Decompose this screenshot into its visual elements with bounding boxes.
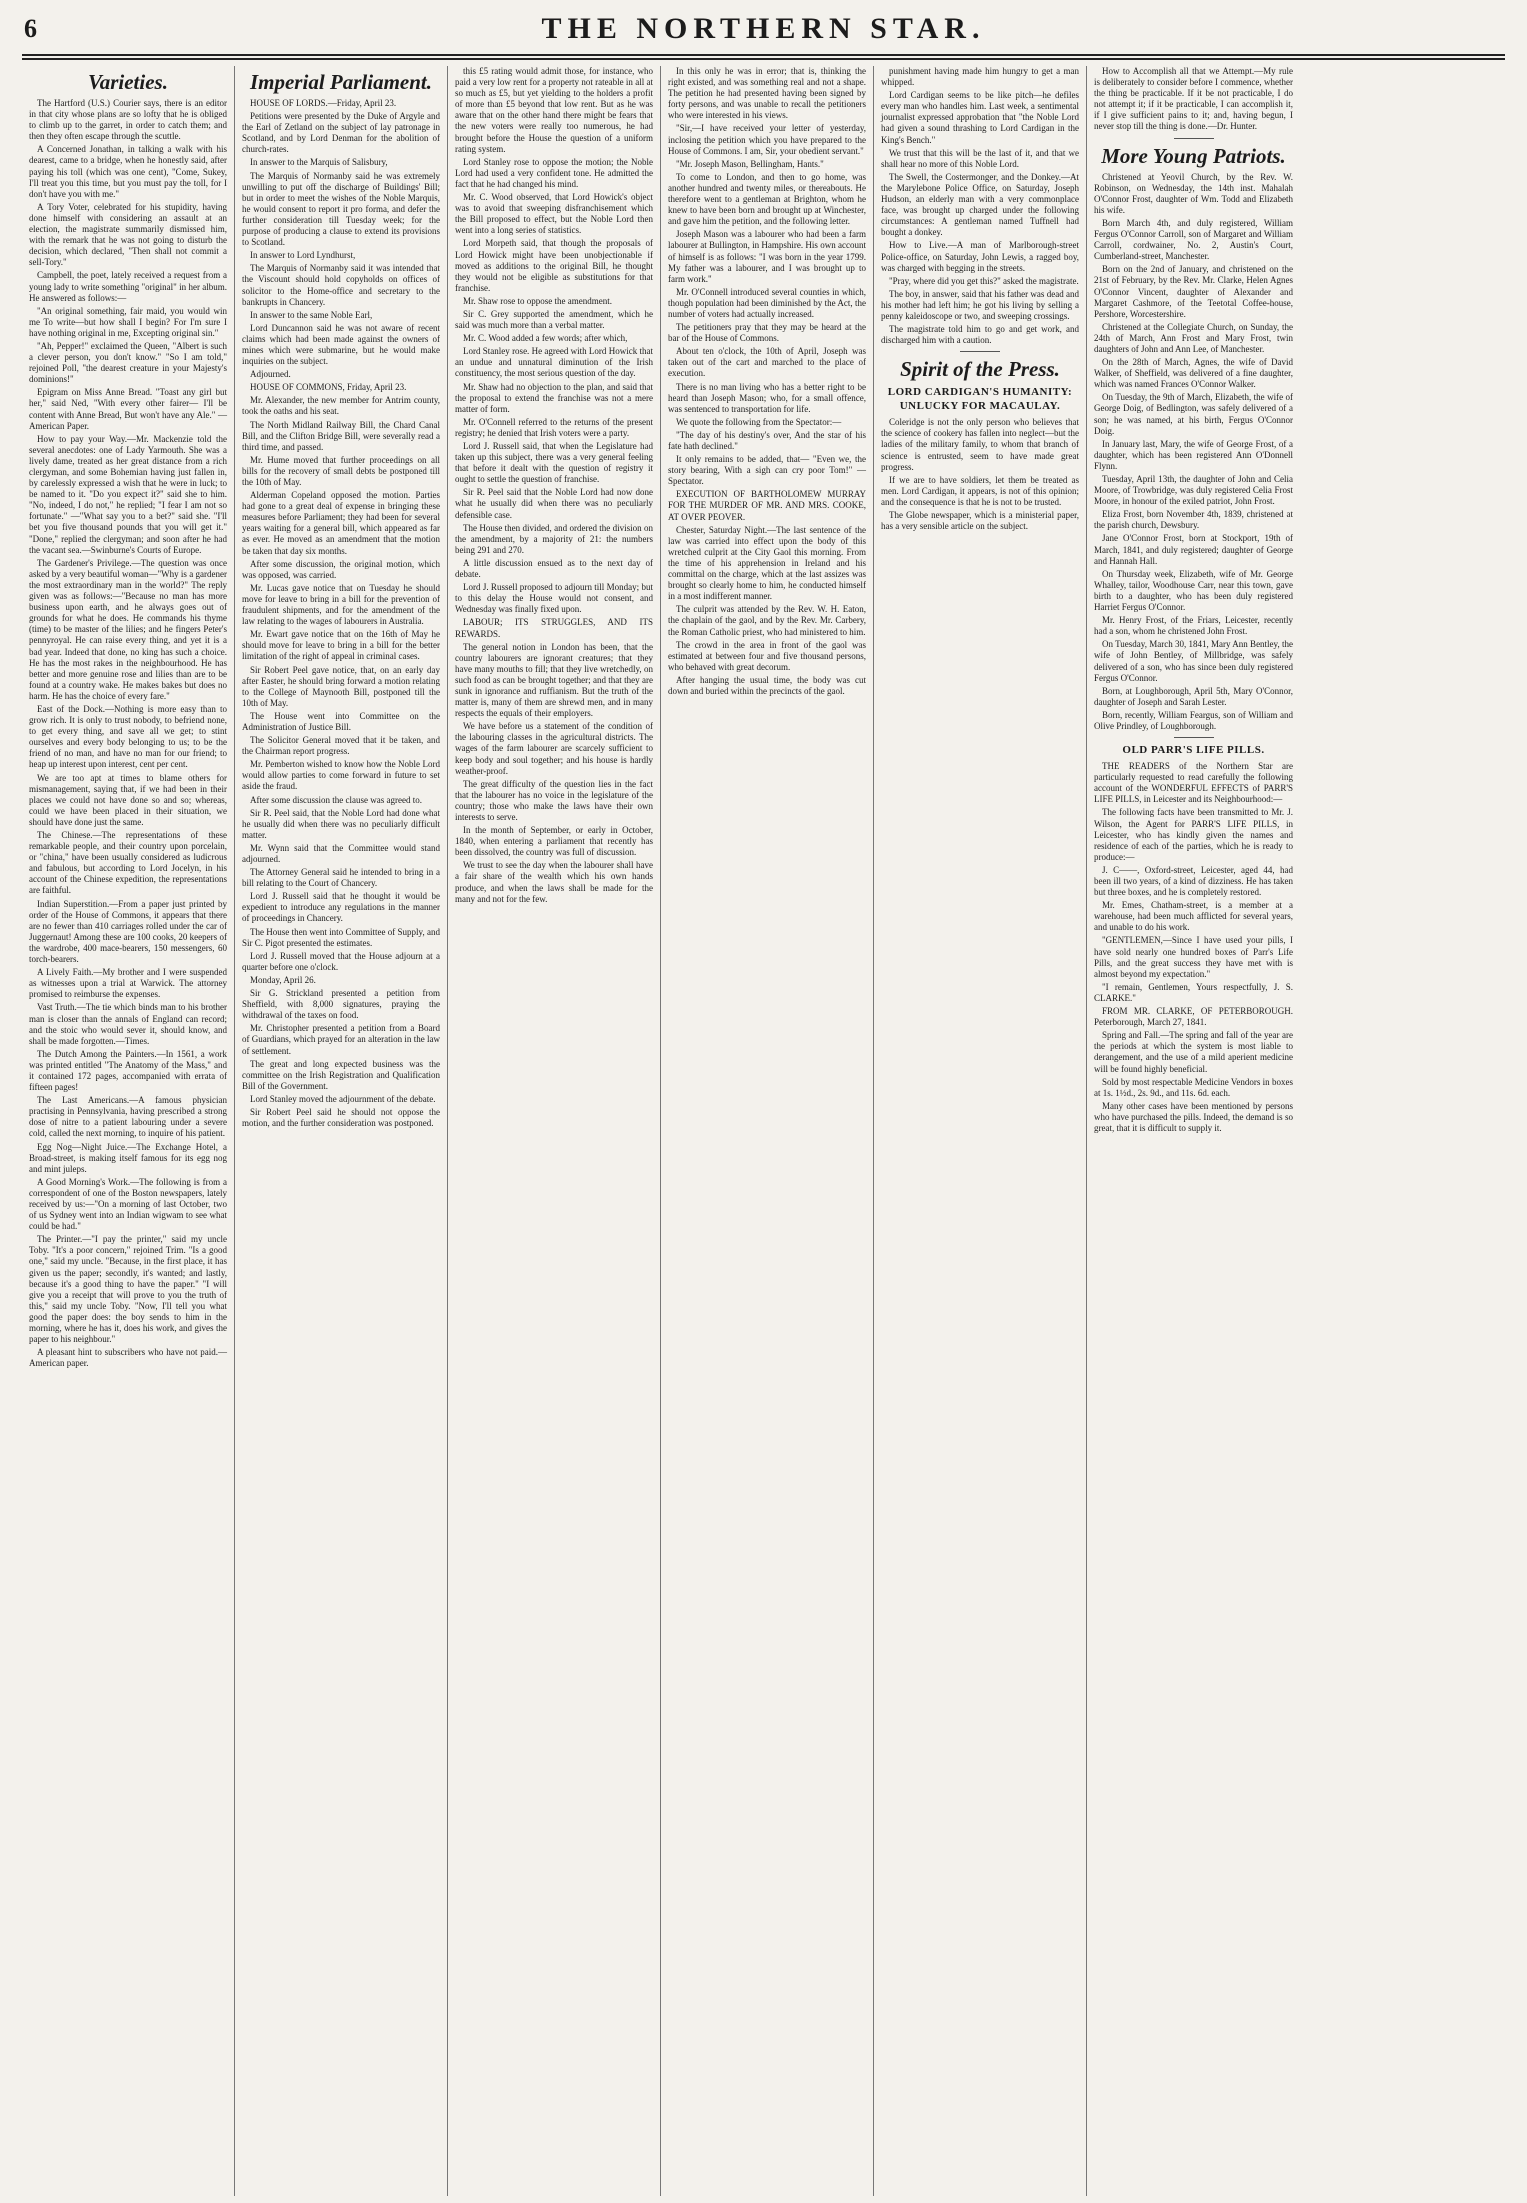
young-patriots-heading: More Young Patriots.: [1101, 143, 1286, 168]
divider: [1174, 138, 1214, 139]
paragraph: Sold by most respectable Medicine Vendors in boxes at 1s. 1½d., 2s. 9d., and 11s. 6d. each.: [1094, 1076, 1293, 1098]
paragraph: Campbell, the poet, lately received a request from a young lady to write something "original" in her album. He answered as follows:—: [29, 270, 227, 303]
paragraph: HOUSE OF LORDS.—Friday, April 23.: [250, 98, 397, 108]
paragraph: Christened at Yeovil Church, by the Rev. W. Robinson, on Wednesday, the 14th inst. Mahalah O'Connor Frost, daughter of Wm. Todd and Elizabeth his wife.: [1094, 171, 1293, 215]
parr-pills-body: [1094, 761, 1293, 1134]
paragraph: How to Live.—A man of Marlborough-street Police-office, on Saturday, John Lewis, a ragged boy, was charged with begging in the streets.: [881, 240, 1079, 273]
paragraph: The general notion in London has been, that the country labourers are ignorant creatures; that they have many mouths to fill; that they live wretchedly, on such food as can be brought together; and that they are sunk in ignorance and ruffianism. But the truth of the matter is, many of them are shrewd men, and in many respects the equals of their employers.: [455, 641, 653, 719]
paragraph: How to pay your Way.—Mr. Mackenzie told the several anecdotes: one of Lady Yarmouth. She was a lively dame, treated as her great distance from a rich clergyman, and some Bohemian having just fallen in, by carelessly expressed a wish that he were in luck; to be named to it. "Do you expect it?" said she to him. "No, indeed, I do not," he replied; "I fear I am not so fortunate." —"What say you to a bet?" said she. "I'll bet you five thousand pounds that you will get it." "Done," replied the clergyman; and soon after he had the vacant sea.—Swinburne's Courts of Europe.: [29, 433, 227, 555]
paragraph: "Mr. Joseph Mason, Bellingham, Hants.": [676, 158, 824, 169]
paragraph: A pleasant hint to subscribers who have not paid.—American paper.: [29, 1347, 227, 1369]
paragraph: The Globe newspaper, which is a ministerial paper, has a very sensible article on the subject.: [881, 510, 1079, 532]
paragraph: The House then went into Committee of Supply, and Sir C. Pigot presented the estimates.: [242, 926, 440, 948]
column-2: [235, 66, 448, 2196]
masthead: [22, 10, 1505, 56]
paragraph: Lord Cardigan seems to be like pitch—he defiles every man who handles him. Last week, a sentimental journalist expressed approbation that "the Noble Lord had given a sound thrashing to Lord Cardigan in the King's Bench.": [881, 90, 1079, 145]
paragraph: In answer to the Marquis of Salisbury,: [250, 157, 388, 168]
paragraph: Lord J. Russell moved that the House adjourn at a quarter before one o'clock.: [242, 950, 440, 972]
paragraph: On Tuesday, March 30, 1841, Mary Ann Bentley, the wife of John Bentley, of Millbridge, was safely delivered of a son, who has since been duly registered Fergus O'Connor.: [1094, 639, 1293, 683]
paragraph: A little discussion ensued as to the next day of debate.: [455, 557, 653, 580]
paragraph: FROM MR. CLARKE, OF PETERBOROUGH. Peterborough, March 27, 1841.: [1094, 1006, 1293, 1028]
paragraph: The great difficulty of the question lies in the fact that the labourer has no voice in the legislature of the country; those who make the laws have their own interests to serve.: [455, 778, 653, 822]
page-number: 6: [24, 14, 37, 43]
paragraph: Sir R. Peel said, that the Noble Lord had done what he usually did when there was no peculiarly difficult matter.: [242, 807, 440, 840]
paragraph: Lord Duncannon said he was not aware of recent claims which had been made against the owners of mines which were submarine, but he would make inquiries on the subject.: [242, 322, 440, 367]
column-5: [874, 66, 1087, 2196]
paragraph: The Printer.—"I pay the printer," said my uncle Toby. "It's a poor concern," rejoined Trim. "Is a good one," said my uncle. "Because, in the first place, it has given us the paper; secondly, it's wanted; and lastly, because it's a good thing to have the paper." "I will give you a receipt that will prove to you the truth of this," said my uncle Toby. "Now, I'll tell you what good the paper does: the boy sends to him in the morning, where he has it, does his work, and gives the paper to his neighbour.": [29, 1234, 227, 1345]
paragraph: Mr. Henry Frost, of the Friars, Leicester, recently had a son, whom he christened John Frost.: [1094, 615, 1293, 637]
paragraph: THE READERS of the Northern Star are particularly requested to read carefully the following account of the WONDERFUL EFFECTS of PARR'S LIFE PILLS, in Leicester and its Neighbourhood:—: [1094, 761, 1293, 805]
paragraph: Mr. O'Connell introduced several counties in which, though population had been diminished by the Act, the number of voters had actually increased.: [668, 286, 866, 319]
paragraph: Egg Nog—Night Juice.—The Exchange Hotel, a Broad-street, is making itself famous for its egg nog and mint juleps.: [29, 1141, 227, 1174]
paragraph: J. C——, Oxford-street, Leicester, aged 44, had been ill two years, of a kind of dizziness. He has taken but three boxes, and he is completely restored.: [1094, 864, 1293, 898]
paragraph: The Marquis of Normanby said it was intended that the Viscount should hold copyholds on offices of solicitor to the Home-office and secretary to the bankrupts in Chancery.: [242, 263, 440, 307]
column-1-body: [29, 98, 227, 1369]
paragraph: Sir G. Strickland presented a petition from Sheffield, with 8,000 signatures, praying the withdrawal of the taxes on food.: [242, 988, 440, 1021]
paragraph: Mr. Wynn said that the Committee would stand adjourned.: [242, 842, 440, 864]
paragraph: We have before us a statement of the condition of the labouring classes in the agricultural districts. The wages of the farm labourer are scarcely sufficient to keep body and soul together; and his house is hardly weather-proof.: [455, 721, 653, 776]
paragraph: Born March 4th, and duly registered, William Fergus O'Connor Carroll, son of Margaret and William Carroll, cordwainer, No. 2, Austin's Court, Cumberland-street, Manchester.: [1094, 217, 1293, 262]
column-4-body: [668, 66, 866, 697]
paragraph: The Last Americans.—A famous physician practising in Pennsylvania, having prescribed a strong dose of nitre to a patient labouring under a severe cold, called the next morning, to inquire of his patient.: [29, 1095, 227, 1139]
paragraph: The North Midland Railway Bill, the Chard Canal Bill, and the Clifton Bridge Bill, were severally read a third time, and passed.: [242, 419, 440, 452]
paragraph: A Concerned Jonathan, in talking a walk with his dearest, came to a bridge, when he honestly said, after paying his toll (which was one cent), "Come, Sukey, I'll treat you this time, but you must pay the toll, for I don't have you with me.": [29, 144, 227, 199]
paragraph: After hanging the usual time, the body was cut down and buried within the precincts of the gaol.: [668, 674, 866, 696]
paragraph: Mr. Pemberton wished to know how the Noble Lord would allow parties to come forward in future to set aside the fraud.: [242, 759, 440, 792]
paragraph: Sir Robert Peel said he should not oppose the motion, and the further consideration was postponed.: [242, 1106, 440, 1129]
paragraph: The crowd in the area in front of the gaol was estimated at between four and five thousand persons, who behaved with great decorum.: [668, 639, 866, 672]
paragraph: There is no man living who has a better right to be heard than Joseph Mason; who, for a small offence, was sentenced to transportation for life.: [668, 381, 866, 414]
paragraph: We trust that this will be the last of it, and that we shall hear no more of this Noble Lord.: [881, 147, 1079, 169]
paragraph: The culprit was attended by the Rev. W. H. Eaton, the chaplain of the gaol, and by the Rev. Mr. Carbery, the Roman Catholic priest, who had ministered to him.: [668, 604, 866, 637]
paragraph: After some discussion the clause was agreed to.: [250, 794, 422, 805]
paragraph: A Lively Faith.—My brother and I were suspended as witnesses upon a trial at Warwick. The attorney promised to reimburse the expenses.: [29, 967, 227, 1000]
paragraph: On Thursday week, Elizabeth, wife of Mr. George Whalley, tailor, Woodhouse Carr, near this town, gave birth to a daughter, who has been duly registered Harriet Fergus O'Connor.: [1094, 568, 1293, 613]
paragraph: To come to London, and then to go home, was another hundred and twenty miles, or thereabouts. He therefore went to a gentleman at Brighton, whom he knew to have been born and brought up at Winchester, and gave him the petition, and the following letter.: [668, 171, 866, 227]
cardigan-article-title: LORD CARDIGAN'S HUMANITY: UNLUCKY FOR MACAULAY.: [887, 386, 1073, 413]
paragraph: Jane O'Connor Frost, born at Stockport, 19th of March, 1841, and duly registered; daughter of George and Hannah Hall.: [1094, 533, 1293, 566]
paragraph: Lord Stanley rose to oppose the motion; the Noble Lord had used a very confident tone. He admitted the fact that he had changed his mind.: [455, 156, 653, 189]
paragraph: The Swell, the Costermonger, and the Donkey.—At the Marylebone Police Office, on Saturday, Joseph Hudson, an elderly man with a very commonplace face, was brought up charged under the following circumstances: A gentleman named Tuffnell had bought a donkey.: [881, 171, 1079, 238]
paragraph: EXECUTION OF BARTHOLOMEW MURRAY FOR THE MURDER OF MR. AND MRS. COOKE, AT OVER PEOVER.: [668, 489, 866, 522]
masthead-rule: [22, 58, 1505, 60]
paragraph: The Chinese.—The representations of these remarkable people, and their country upon porcelain, or "china," have been usually considered as ludicrous and fabulous, but according to Lord Jocelyn, in his account of the Chinese expedition, the representations are faithful.: [29, 830, 227, 896]
paragraph: On the 28th of March, Agnes, the wife of David Walker, of Sheffield, was delivered of a fine daughter, which was named Frances O'Connor Walker.: [1094, 357, 1293, 390]
column-4: [661, 66, 874, 2196]
paragraph: Born on the 2nd of January, and christened on the 21st of February, by the Rev. Mr. Clarke, Helen Agnes O'Connor Vincent, daughter of Alexander and Margaret Cashmore, of the Teetotal Coffee-house, Pershore, Worcestershire.: [1094, 264, 1293, 319]
column-6-body: [1094, 66, 1293, 133]
paragraph: "I remain, Gentlemen, Yours respectfully, J. S. CLARKE.": [1094, 981, 1293, 1003]
paragraph: "An original something, fair maid, you would win me To write—but how shall I begin? For I'm sure I have nothing original in me, Excepting original sin.": [29, 305, 227, 338]
columns: [22, 66, 1505, 2196]
paragraph: Monday, April 26.: [250, 974, 316, 985]
paragraph: Chester, Saturday Night.—The last sentence of the law was carried into effect upon the body of this wretched culprit at the City Gaol this morning. From the time of his apprehension in Ireland and his committal on the charge, which at the last assizes was brought so clearly home to him, he conducted himself in a most indifferent manner.: [668, 524, 866, 602]
paragraph: Alderman Copeland opposed the motion. Parties had gone to a great deal of expense in bringing these measures before Parliament; they had been for several years waiting for a general bill, which appeared as far as ever. He moved as an amendment that the motion be taken that day six months.: [242, 490, 440, 556]
column-1: [22, 66, 235, 2196]
column-5-body: [881, 66, 1079, 346]
paragraph: The Dutch Among the Painters.—In 1561, a work was printed entitled "The Anatomy of the Mass," and it contained 172 pages, accompanied with errata of fifteen pages!: [29, 1048, 227, 1093]
paragraph: The Solicitor General moved that it be taken, and the Chairman report progress.: [242, 735, 440, 757]
paragraph: "Pray, where did you get this?" asked the magistrate.: [889, 275, 1079, 286]
spirit-of-press-heading: Spirit of the Press.: [900, 357, 1060, 382]
paragraph: Spring and Fall.—The spring and fall of the year are the periods at which the system is most liable to derangement, and the use of a mild aperient medicine will be found highly beneficial.: [1094, 1030, 1293, 1074]
paragraph: The Hartford (U.S.) Courier says, there is an editor in that city whose plans are so lofty that he is obliged to climb up to the garret, in order to catch them; and then they often escape through the scuttle.: [29, 98, 227, 142]
paragraph: If we are to have soldiers, let them be treated as men. Lord Cardigan, it appears, is not of this opinion; and the consequence is that he is not to be trusted.: [881, 474, 1079, 507]
paragraph: The House went into Committee on the Administration of Justice Bill.: [242, 710, 440, 732]
parliament-heading: Imperial Parliament.: [249, 70, 432, 94]
paragraph: Indian Superstition.—From a paper just printed by order of the House of Commons, it appears that there are no fewer than 410 carriages rolled under the car of Juggernaut! Among these are 100 cooks, 20 keepers of the wardrobe, 400 mace-bearers, 150 messengers, 60 torch-bearers.: [29, 898, 227, 965]
newspaper-title: THE NORTHERN STAR.: [541, 12, 986, 45]
paragraph: The magistrate told him to go and get work, and discharged him with a caution.: [881, 324, 1079, 346]
paragraph: East of the Dock.—Nothing is more easy than to grow rich. It is only to trust nobody, to befriend none, to get every thing, and save all we get; to stint ourselves and every body belonging to us; to be the friend of no man, and have no man for our friend; to heap up interest upon interest, cent per cent.: [29, 703, 227, 770]
paragraph: Mr. Emes, Chatham-street, is a member at a warehouse, had been much afflicted for several years, and unable to do his work.: [1094, 900, 1293, 933]
paragraph: How to Accomplish all that we Attempt.—My rule is deliberately to consider before I commence, whether the thing be practicable. If it be not practicable, I do not attempt it; if it be practicable, I can accomplish it, if I give sufficient pains to it; and, having begun, I never stop till the thing is done.—Dr. Hunter.: [1094, 66, 1293, 132]
paragraph: Mr. Lucas gave notice that on Tuesday he should move for leave to bring in a bill for the prevention of fraudulent shipments, and for the amendment of the law relating to the wages of labourers in Australia.: [242, 582, 440, 627]
paragraph: In January last, Mary, the wife of George Frost, of a daughter, which has been registered Ann O'Donnell Flynn.: [1094, 438, 1293, 471]
paragraph: It only remains to be added, that— "Even we, the story bearing, With a sigh can cry poor Tom!" —Spectator.: [668, 454, 866, 487]
paragraph: About ten o'clock, the 10th of April, Joseph was taken out of the cart and marched to the place of execution.: [668, 346, 866, 379]
paragraph: In the month of September, or early in October, 1840, when entering a parliament that recently has been dissolved, the country was full of discussion.: [455, 825, 653, 858]
divider: [1174, 737, 1214, 738]
paragraph: Born, recently, William Feargus, son of William and Olive Prindley, of Loughborough.: [1094, 709, 1293, 731]
paragraph: Mr. C. Wood added a few words; after which,: [463, 333, 628, 344]
column-6: [1087, 66, 1300, 2196]
paragraph: Petitions were presented by the Duke of Argyle and the Earl of Zetland on the subject of lay patronage in Scotland, and by Lord Denman for the abolition of church-rates.: [242, 111, 440, 155]
paragraph: Eliza Frost, born November 4th, 1839, christened at the parish church, Dewsbury.: [1094, 509, 1293, 531]
paragraph: Lord J. Russell said that he thought it would be expedient to introduce any regulations in the manner of proceedings in Chancery.: [242, 891, 440, 924]
paragraph: The following facts have been transmitted to Mr. J. Wilson, the Agent for PARR'S LIFE PILLS, in Leicester, who has kindly given the names and residence of each of the parties, which he is ready to produce:—: [1094, 807, 1293, 862]
paragraph: The boy, in answer, said that his father was dead and his mother had left him; he got his living by selling a penny kaleidoscope or two, and sweeping crossings.: [881, 288, 1079, 321]
paragraph: Lord J. Russell said, that when the Legislature had taken up this subject, there was a very general feeling that before it dealt with the question of registry it ought to settle the question of franchise.: [455, 441, 653, 485]
paragraph: The Attorney General said he intended to bring in a bill relating to the Court of Chancery.: [242, 867, 440, 889]
paragraph: We are too apt at times to blame others for mismanagement, saying that, if we had been in their places we could not have done so and so; whereas, could we have been placed in their situation, we should have done just the same.: [29, 772, 227, 827]
parr-pills-heading: OLD PARR'S LIFE PILLS.: [1122, 744, 1265, 757]
paragraph: Sir C. Grey supported the amendment, which he said was much more than a verbal matter.: [455, 308, 653, 331]
paragraph: Mr. Shaw rose to oppose the amendment.: [463, 295, 612, 306]
paragraph: In answer to the same Noble Earl,: [250, 309, 373, 320]
paragraph: Coleridge is not the only person who believes that the science of cookery has fallen into neglect—but the ladies of the military family, to whom that branch of science is entrusted, seem to have made great progress.: [881, 417, 1079, 472]
paragraph: HOUSE OF COMMONS, Friday, April 23.: [250, 382, 407, 393]
paragraph: this £5 rating would admit those, for instance, who paid a very low rent for a property not rateable in all at so much as £5, but yet yielding to the holders a profit of more than £5 beyond that low rent. But as he was aware that on the other hand there might be fears that the new voters were really too numerous, he had brought before the House the question of a uniform rating system.: [455, 66, 653, 154]
varieties-heading: Varieties.: [88, 70, 168, 94]
paragraph: In answer to Lord Lyndhurst,: [250, 250, 356, 261]
paragraph: The petitioners pray that they may be heard at the bar of the House of Commons.: [668, 322, 866, 344]
paragraph: "GENTLEMEN,—Since I have used your pills, I have sold nearly one hundred boxes of Parr's Life Pills, and the great success they have met with is almost beyond my expectation.": [1094, 935, 1293, 979]
paragraph: Lord Morpeth said, that though the proposals of Lord Howick might have been unobjectionable if moved as additions to the original Bill, he thought they would not be eligible as substitutions for that franchise.: [455, 238, 653, 293]
paragraph: Joseph Mason was a labourer who had been a farm labourer at Bullington, in Hampshire. His own account of himself is as follows: "I was born in the year 1799. My father was a labourer, and I was brought up to farm work.": [668, 229, 866, 284]
paragraph: Lord Stanley rose. He agreed with Lord Howick that an undue and unnatural diminution of the Irish constituency, the most serious question of the day.: [455, 346, 653, 379]
divider: [960, 351, 1000, 352]
paragraph: Tuesday, April 13th, the daughter of John and Celia Moore, of Trowbridge, was duly registered Celia Frost Moore, in honour of the exiled patriot, John Frost.: [1094, 474, 1293, 507]
paragraph: On Tuesday, the 9th of March, Elizabeth, the wife of George Doig, of Bedlington, was safely delivered of a son; he was named, at his birth, Fergus O'Connor Doig.: [1094, 392, 1293, 436]
paragraph: Vast Truth.—The tie which binds man to his brother man is closer than the annals of England can record; and the stoic who would sever it, should know, and shall be made forgotten.—Times.: [29, 1002, 227, 1046]
paragraph: After some discussion, the original motion, which was opposed, was carried.: [242, 558, 440, 580]
paragraph: "Ah, Pepper!" exclaimed the Queen, "Albert is such a clever person, you don't know." "So I am told," rejoined Poll, "the dearest creature in your Majesty's dominions!": [29, 340, 227, 385]
paragraph: A Tory Voter, celebrated for his stupidity, having done himself with considering an assault at an election, the magistrate summarily dismissed him, with the remark that he was not going to disturb the decision, which declared, "Then shall not commit a sell-Tory.": [29, 201, 227, 268]
paragraph: punishment having made him hungry to get a man whipped.: [881, 66, 1079, 88]
paragraph: The House then divided, and ordered the division on the amendment, by a majority of 21: the numbers being 291 and 270.: [455, 522, 653, 555]
column-3: [448, 66, 661, 2196]
paragraph: Mr. Shaw had no objection to the plan, and said that the proposal to extend the franchise was not a mere matter of form.: [455, 381, 653, 414]
paragraph: The Marquis of Normanby said he was extremely unwilling to put off the discharge of Buildings' Bill; but in order to meet the wishes of the Noble Marquis, he would consent to report it pro forma, and defer the further consideration till Tuesday week; for the purpose of producing a clause to extend its provisions to Scotland.: [242, 170, 440, 248]
paragraph: The great and long expected business was the committee on the Irish Registration and Qualification Bill of the Government.: [242, 1058, 440, 1091]
column-3-body: [455, 66, 653, 905]
paragraph: Many other cases have been mentioned by persons who have purchased the pills. Indeed, the demand is so great, that it is difficult to supply it.: [1094, 1100, 1293, 1133]
paragraph: A Good Morning's Work.—The following is from a correspondent of one of the Boston newspapers, lately received by us:—"On a morning of last October, two of us Sydney went into an Indian wigwam to see what could be had.": [29, 1176, 227, 1232]
paragraph: Adjourned.: [250, 369, 291, 380]
paragraph: The Gardener's Privilege.—The question was once asked by a very beautiful woman—"Why is a gardener the most extraordinary man in the world?" The reply given was as follows:—"Because no man has more business upon earth, and he always goes out of grounds for what he does. He commands his thyme (time) to be master of the lilies; and he fingers Peter's pennyroyal. He can raise every thing, and yet it is a bad year. Indeed that done, no king has such a choice. He has the most rakes in the neighbourhood. He has better and more genuine rose and lilies than are to be found at a country wake. He makes bakes but does no harm. He has the choice of every fare.": [29, 557, 227, 701]
paragraph: "Sir,—I have received your letter of yesterday, inclosing the petition which you have prepared to the House of Commons. I am, Sir, your obedient servant.": [668, 123, 866, 156]
paragraph: Lord J. Russell proposed to adjourn till Monday; but to this delay the House would not consent, and Wednesday was finally fixed upon.: [455, 582, 653, 615]
paragraph: Sir Robert Peel gave notice, that, on an early day after Easter, he should bring forward a motion relating to the College of Maynooth Bill, postponed till the 10th of May.: [242, 664, 440, 708]
paragraph: Mr. Alexander, the new member for Antrim county, took the oaths and his seat.: [242, 395, 440, 417]
young-patriots-body: [1094, 172, 1293, 733]
paragraph: Lord Stanley moved the adjournment of the debate.: [250, 1093, 436, 1104]
paragraph: Christened at the Collegiate Church, on Sunday, the 24th of March, Ann Frost and Mary Frost, twin daughters of John and Ann Lee, of Manchester.: [1094, 321, 1293, 354]
paragraph: Mr. Christopher presented a petition from a Board of Guardians, which prayed for an alteration in the law of settlement.: [242, 1023, 440, 1056]
paragraph: Mr. O'Connell referred to the returns of the present registry; he denied that Irish voters were a party.: [455, 416, 653, 438]
paragraph: LABOUR; ITS STRUGGLES, AND ITS REWARDS.: [455, 617, 653, 639]
paragraph: "The day of his destiny's over, And the star of his fate hath declined.": [668, 429, 866, 451]
paragraph: We quote the following from the Spectator:—: [676, 416, 842, 427]
paragraph: Mr. Ewart gave notice that on the 16th of May he should move for leave to bring in a bill for the better limitation of the right of appeal in criminal cases.: [242, 629, 440, 662]
paragraph: Sir R. Peel said that the Noble Lord had now done what he usually did when there was no peculiarly defensible case.: [455, 487, 653, 520]
paragraph: Mr. Hume moved that further proceedings on all bills for the recovery of small debts be postponed till the 10th of May.: [242, 454, 440, 487]
paragraph: Epigram on Miss Anne Bread. "Toast any girl but her," said Ned, "With every other fairer— I'll be content with Anne Bread, But won't have any Ale." —American Paper.: [29, 387, 227, 431]
paragraph: In this only he was in error; that is, thinking the right existed, and was something real and not a shape. The petition he had presented having been signed by forty persons, and was unable to recall the petitioners who were interested in his views.: [668, 66, 866, 121]
paragraph: We trust to see the day when the labourer shall have a fair share of the wealth which his own hands produce, and when the laws shall be made for the many and not for the few.: [455, 860, 653, 904]
paragraph: Born, at Loughborough, April 5th, Mary O'Connor, daughter of Joseph and Sarah Lester.: [1094, 685, 1293, 707]
column-5-section-body: [881, 417, 1079, 532]
column-2-body: [242, 98, 440, 1129]
paragraph: Mr. C. Wood observed, that Lord Howick's object was to avoid that sweeping disfranchisement which the Bill proposed to effect, but the Noble Lord then went into a long series of statistics.: [455, 192, 653, 236]
